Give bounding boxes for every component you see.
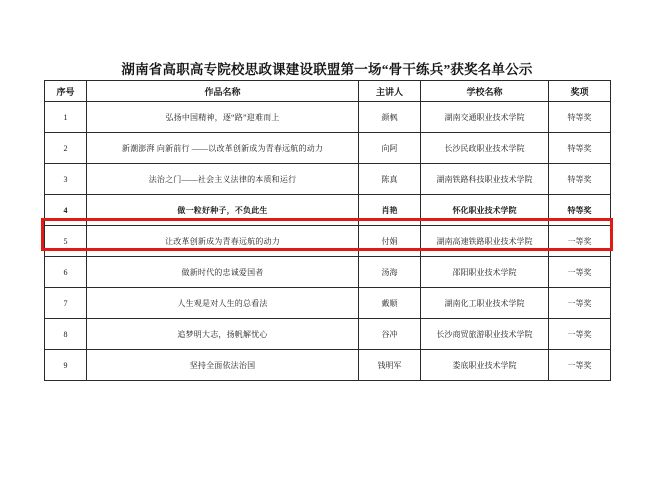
table-row: [45, 319, 611, 350]
cell-host: 汤海: [359, 257, 421, 288]
cell-school: 湖南化工职业技术学院: [421, 288, 549, 319]
award-table: [44, 80, 611, 381]
cell-award: 一等奖: [549, 257, 611, 288]
cell-school: 长沙商贸旅游职业技术学院: [421, 319, 549, 350]
cell-award: 一等奖: [549, 288, 611, 319]
table-row: [45, 288, 611, 319]
cell-work: 追梦明大志，扬帆解忧心: [87, 319, 359, 350]
cell-school: 长沙民政职业技术学院: [421, 133, 549, 164]
cell-no: 5: [45, 226, 87, 257]
cell-no: 9: [45, 350, 87, 381]
cell-no: 3: [45, 164, 87, 195]
cell-no: 8: [45, 319, 87, 350]
cell-award: 特等奖: [549, 133, 611, 164]
cell-award: 特等奖: [549, 164, 611, 195]
cell-host: 向阿: [359, 133, 421, 164]
cell-school: 湖南交通职业技术学院: [421, 102, 549, 133]
cell-host: 颜枫: [359, 102, 421, 133]
cell-work: 做新时代的忠诚爱国者: [87, 257, 359, 288]
cell-award: 特等奖: [549, 102, 611, 133]
cell-no: 7: [45, 288, 87, 319]
cell-work: 人生观是对人生的总看法: [87, 288, 359, 319]
table-row-highlighted: [45, 195, 611, 226]
table-row: [45, 102, 611, 133]
column-header-school: 学校名称: [421, 81, 549, 102]
cell-host: 钱明军: [359, 350, 421, 381]
cell-no: 2: [45, 133, 87, 164]
table-row: [45, 164, 611, 195]
cell-no: 1: [45, 102, 87, 133]
cell-award: 一等奖: [549, 319, 611, 350]
cell-work: 让改革创新成为青春远航的动力: [87, 226, 359, 257]
table-body: [45, 102, 611, 381]
table-header: [45, 81, 611, 102]
cell-award: 特等奖: [549, 195, 611, 226]
column-header-host: 主讲人: [359, 81, 421, 102]
cell-no: 6: [45, 257, 87, 288]
cell-school: 邵阳职业技术学院: [421, 257, 549, 288]
cell-work: 法治之门——社会主义法律的本质和运行: [87, 164, 359, 195]
cell-award: 一等奖: [549, 350, 611, 381]
cell-host: 谷冲: [359, 319, 421, 350]
table-row: [45, 257, 611, 288]
cell-school: 娄底职业技术学院: [421, 350, 549, 381]
cell-school: 怀化职业技术学院: [421, 195, 549, 226]
table-row: [45, 226, 611, 257]
cell-no: 4: [45, 195, 87, 226]
cell-award: 一等奖: [549, 226, 611, 257]
column-header-award: 奖项: [549, 81, 611, 102]
cell-host: 肖艳: [359, 195, 421, 226]
cell-work: 做一粒好种子，不负此生: [87, 195, 359, 226]
cell-host: 戴顺: [359, 288, 421, 319]
page-title: 湖南省高职高专院校思政课建设联盟第一场“骨干练兵”获奖名单公示: [121, 62, 533, 77]
table-header-row: [45, 81, 611, 102]
cell-school: 湖南铁路科技职业技术学院: [421, 164, 549, 195]
table-row: [45, 350, 611, 381]
cell-school: 湖南高速铁路职业技术学院: [421, 226, 549, 257]
cell-host: 付娟: [359, 226, 421, 257]
cell-work: 坚持全面依法治国: [87, 350, 359, 381]
table-row: [45, 133, 611, 164]
cell-host: 陈真: [359, 164, 421, 195]
cell-work: 新潮澎湃 向新前行 ——以改革创新成为青春远航的动力: [87, 133, 359, 164]
column-header-work: 作品名称: [87, 81, 359, 102]
column-header-no: 序号: [45, 81, 87, 102]
award-table-container: [44, 80, 610, 381]
cell-work: 弘扬中国精神，逐“路”迎难而上: [87, 102, 359, 133]
